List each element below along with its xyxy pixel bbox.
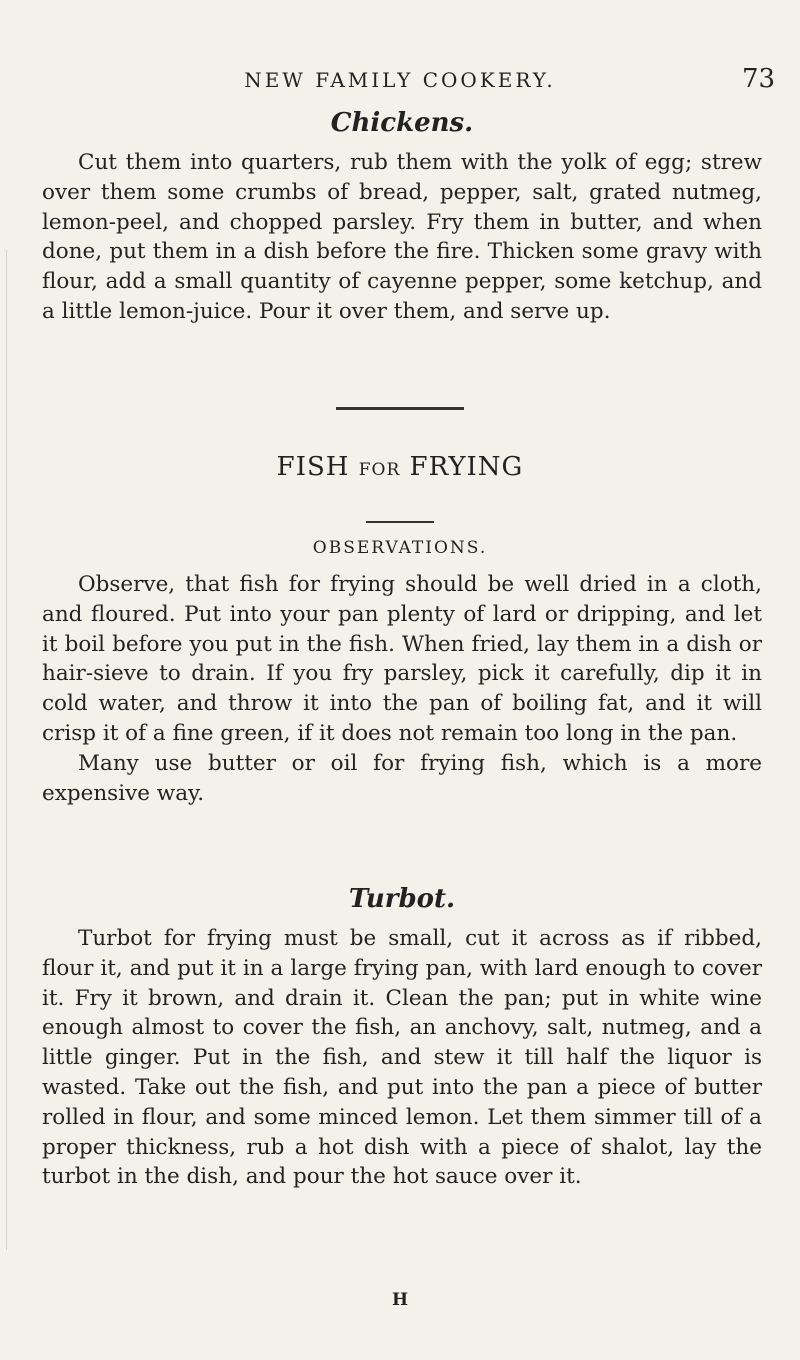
observations-body (42, 570, 762, 808)
observations-paragraph-1: Observe, that fish for frying should be well dried in a cloth, and floured. Put into your pan plenty of lard or dripping, and let it boil before you put in the fish. When fried, lay them in a dish or hair-sieve to drain. If you fry parsley, pick it carefully, dip it in cold water, and throw it into the pan of boiling fat, and it will crisp it of a fine green, if it does not remain too long in the pan. (42, 572, 762, 746)
heading-fish: FISH (276, 452, 350, 482)
page-gutter-line (6, 250, 7, 1250)
heading-frying: FRYING (409, 452, 524, 482)
running-head: NEW FAMILY COOKERY. (244, 68, 556, 92)
observations-heading: OBSERVATIONS. (312, 538, 488, 558)
chickens-recipe (42, 108, 762, 327)
page-number: 73 (742, 64, 776, 94)
turbot-text: Turbot for frying must be small, cut it across as if ribbed, flour it, and put it in a large frying pan, with lard enough to cover it. Fry it brown, and drain it. Clean the pan; put in white wine enough almost to cover the fish, an anchovy, salt, nutmeg, and a little ginger. Put in the fish, and stew it till half the liquor is wasted. Take out the fish, and put into the pan a piece of butter rolled in flour, and some minced lemon. Let them simmer till of a proper thickness, rub a hot dish with a piece of shalot, lay the turbot in the dish, and pour the hot sauce over it. (42, 926, 762, 1190)
observations-paragraph-2: Many use butter or oil for frying fish, which is a more expensive way. (42, 750, 762, 806)
fish-section-heading (0, 452, 800, 482)
turbot-title: Turbot. (348, 884, 456, 914)
chickens-text: Cut them into quarters, rub them with the yolk of egg; strew over them some crumbs of bread, pepper, salt, grated nutmeg, lemon-peel, and chopped parsley. Fry them in butter, and when done, put them in a dish before the fire. Thicken some gravy with flour, add a small quantity of cayenne pepper, some ketchup, and a little lemon-juice. Pour it over them, and serve up. (42, 150, 762, 324)
turbot-recipe (42, 884, 762, 1192)
heading-for: FOR (358, 460, 401, 480)
signature-mark: H (391, 1290, 409, 1310)
section-divider-rule (336, 407, 464, 410)
subheading-rule (366, 521, 434, 523)
chickens-title: Chickens. (330, 108, 474, 138)
